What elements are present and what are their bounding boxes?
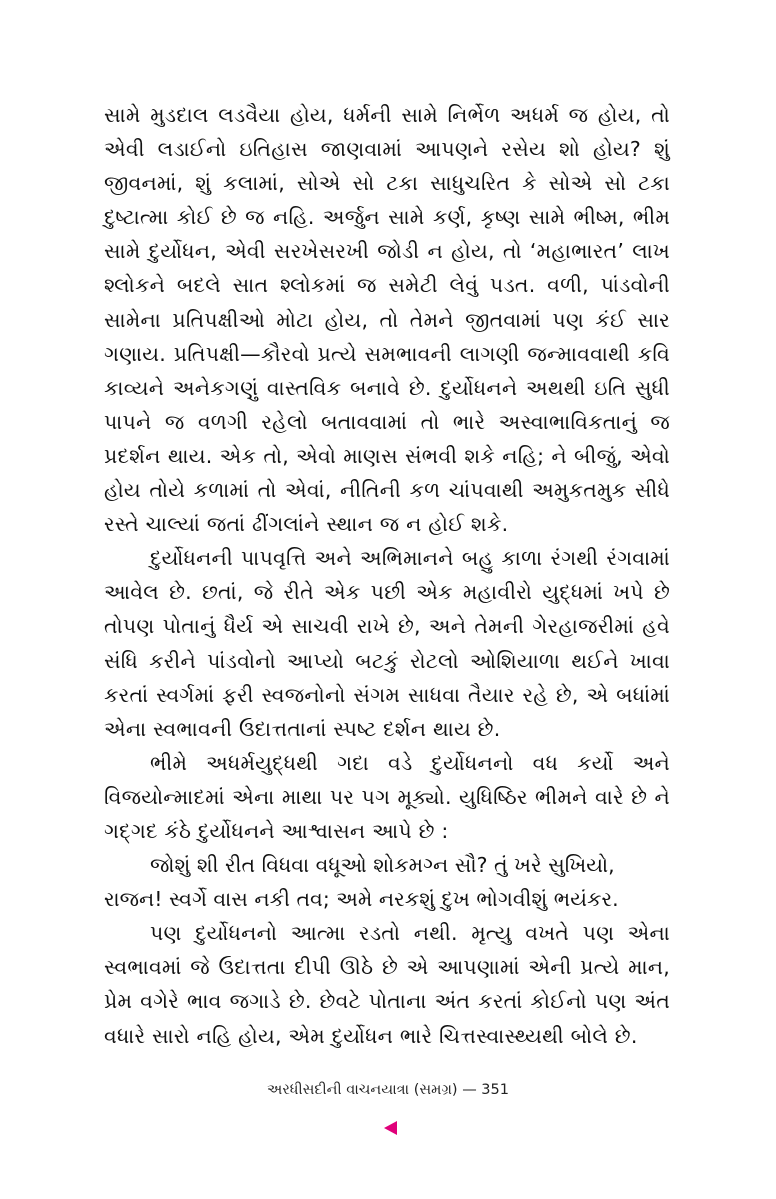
page-footer: અરધીસદીની વાચનયાત્રા (સમગ્ર) — 351 — [267, 1082, 509, 1098]
paragraph-3: ભીમે અધર્મયુદ્ધથી ગદા વડે દુર્યોધનનો વધ કર્યો અને વિજયોન્માદમાં એના માથા પર પગ મૂક્યો. યુધિષ્ઠિર ભીમને વારે છે ને ગદ્ગદ કંઠે દુર્યોધનને આશ્વાસન આપે છે : — [104, 750, 670, 843]
paragraph-4: પણ દુર્યોધનનો આત્મા રડતો નથી. મૃત્યુ વખતે પણ એના સ્વભાવમાં જે ઉદાત્તતા દીપી ઊઠે છે એ આપણામાં એની પ્રત્યે માન, પ્રેમ વગેરે ભાવ જગાડે છે. છેવટે પોતાના અંત કરતાં કોઈનો પણ અંત વધારે સારો નહિ હોય, એમ દુર્યોધન ભારે ચિત્તસ્વાસ્થ્યથી બોલે છે. — [104, 921, 670, 1048]
page-body — [104, 98, 670, 1053]
verse-line-1: જોશું શી રીત વિધવા વધૂઓ શોકમગ્ન સૌ? તું ખરે સુખિયો, — [150, 853, 615, 878]
verse-line-2: રાજન! સ્વર્ગે વાસ નકી તવ; અમે નરકશું દુખ ભોગવીશું ભયંકર. — [104, 887, 619, 912]
previous-page-triangle-left-icon[interactable] — [384, 1121, 397, 1135]
paragraph-1: સામે મુડદાલ લડવૈયા હોય, ધર્મની સામે નિર્ભેળ અધર્મ જ હોય, તો એવી લડાઈનો ઇતિહાસ જાણવામાં આપણને રસેય શો હોય? શું જીવનમાં, શું કલામાં, સોએ સો ટકા સાધુચરિત કે સોએ સો ટકા દુષ્ટાત્મા કોઈ છે જ નહિ. અર્જુન સામે કર્ણ, કૃષ્ણ સામે ભીષ્મ, ભીમ સામે દુર્યોધન, એવી સરખેસરખી જોડી ન હોય, તો ‘મહાભારત’ લાખ શ્લોકને બદલે સાત શ્લોકમાં જ સમેટી લેવું પડત. વળી, પાંડવોની સામેના પ્રતિપક્ષીઓ મોટા હોય, તો તેમને જીતવામાં પણ કંઈ સાર ગણાય. પ્રતિપક્ષી—કૌરવો પ્રત્યે સમભાવની લાગણી જન્માવવાથી કવિ કાવ્યને અનેકગણું વાસ્તવિક બનાવે છે. દુર્યોધનને અથથી ઇતિ સુધી પાપને જ વળગી રહેલો બતાવવામાં તો ભારે અસ્વાભાવિકતાનું જ પ્રદર્શન થાય. એક તો, એવો માણસ સંભવી શકે નહિ; ને બીજું, એવો હોય તોયે કળામાં તો એવાં, નીતિની કળ ચાંપવાથી અમુકતમુક સીધે રસ્તે ચાલ્યાં જતાં ઢીંગલાંને સ્થાન જ ન હોઈ શકે. — [104, 103, 670, 537]
verse-quote — [104, 848, 670, 916]
paragraph-2: દુર્યોધનની પાપવૃત્તિ અને અભિમાનને બહુ કાળા રંગથી રંગવામાં આવેલ છે. છતાં, જે રીતે એક પછી એક મહાવીરો યુદ્ધમાં ખપે છે તોપણ પોતાનું ધૈર્ય એ સાચવી રાખે છે, અને તેમની ગેરહાજરીમાં હવે સંધિ કરીને પાંડવોનો આપ્યો બટકું રોટલો ઓશિયાળા થઈને ખાવા કરતાં સ્વર્ગમાં ફરી સ્વજનોનો સંગમ સાધવા તૈયાર રહે છે, એ બધાંમાં એના સ્વભાવની ઉદાત્તતાનાં સ્પષ્ટ દર્શન થાય છે. — [104, 546, 670, 741]
